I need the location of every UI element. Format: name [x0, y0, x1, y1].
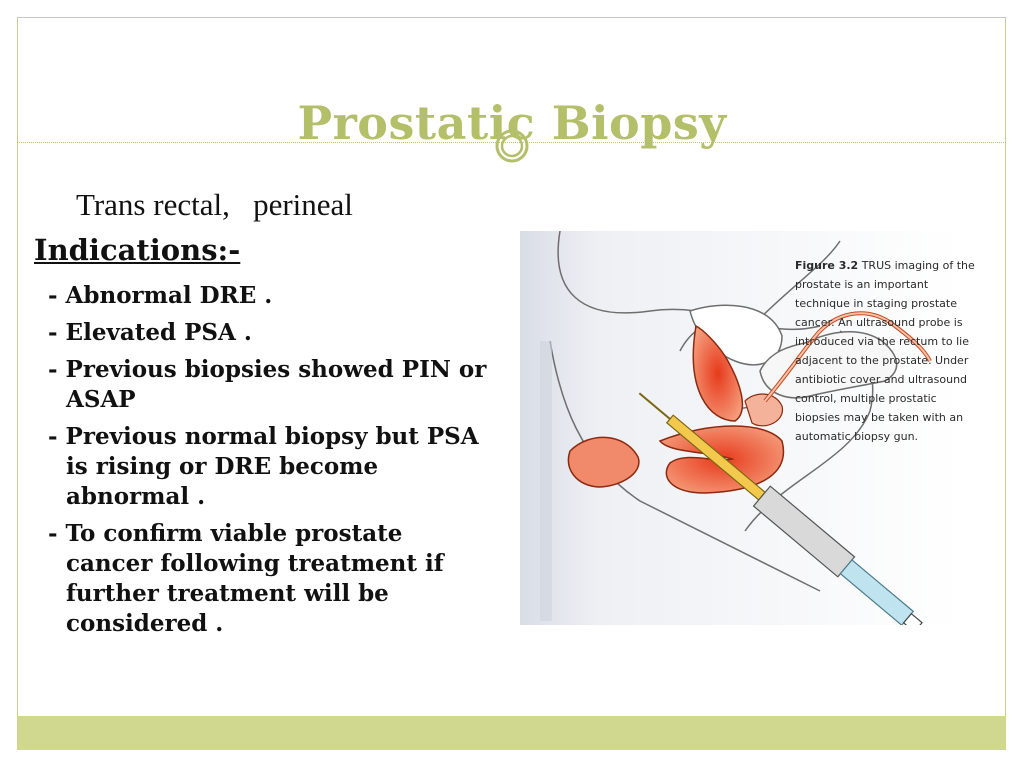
indication-item: - Previous biopsies showed PIN or ASAP — [48, 356, 487, 413]
indication-item: - Elevated PSA . — [48, 319, 252, 346]
indications-list — [48, 281, 488, 646]
slide-title: Prostatic Biopsy — [297, 96, 727, 150]
indication-item: - Previous normal biopsy but PSA is rising or DRE become abnormal . — [48, 423, 479, 510]
figure-caption-text: TRUS imaging of the prostate is an important technique in staging prostate cancer. An ultrasound probe is introduced via the rectum to lie adjacent to the prostate. Under antibiotic cover and ultrasound control, multiple prostatic biopsies may be taken with an automatic biopsy gun. — [795, 259, 975, 443]
indication-item: - Abnormal DRE . — [48, 282, 273, 309]
circle-ornament-icon — [486, 124, 540, 168]
subtitle: Trans rectal, perineal — [76, 187, 353, 222]
figure-caption — [795, 256, 975, 446]
indication-item: - To confirm viable prostate cancer following treatment if further treatment will be considered . — [48, 520, 444, 637]
bottom-accent-bar — [17, 716, 1006, 750]
indications-heading: Indications:- — [34, 233, 241, 267]
figure-caption-label: Figure 3.2 — [795, 259, 859, 272]
